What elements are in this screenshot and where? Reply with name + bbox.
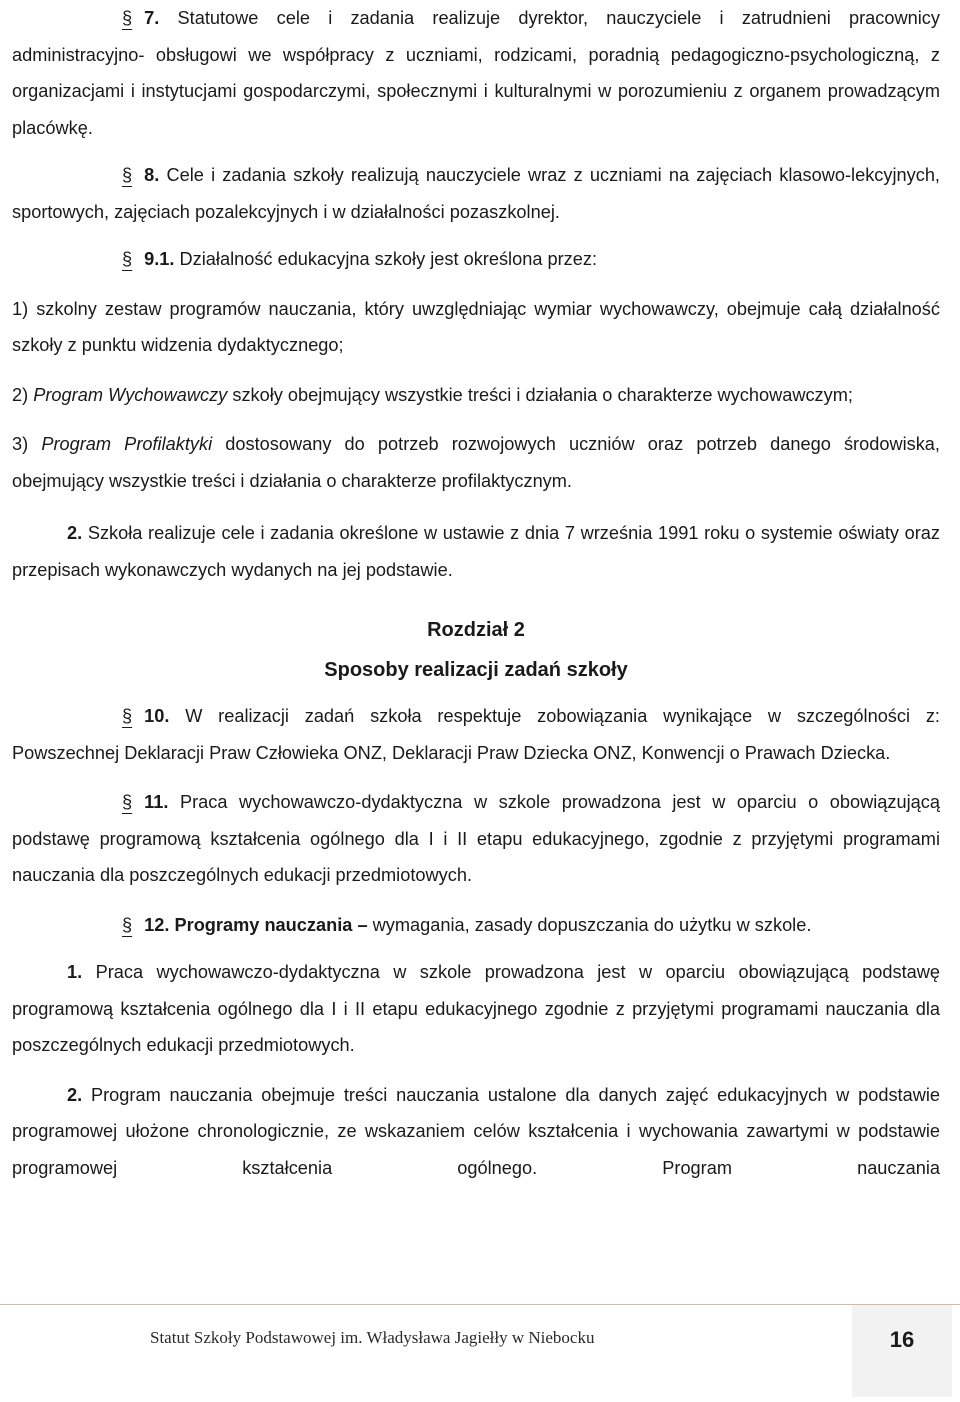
paragraph-number: 8.	[144, 165, 160, 185]
list-item	[12, 291, 940, 364]
program-name: Program Profilaktyki	[41, 434, 213, 454]
paragraph-number: 7.	[144, 8, 160, 28]
paragraph-10	[12, 698, 940, 771]
list-prefix: 2)	[12, 384, 29, 405]
section-symbol: §	[122, 249, 133, 269]
paragraph-12-2	[12, 1077, 940, 1187]
paragraph-9	[12, 241, 940, 278]
document-page	[12, 0, 940, 1186]
paragraph-number: 1.	[67, 962, 83, 982]
section-symbol: §	[122, 8, 133, 28]
paragraph-7	[12, 0, 940, 146]
paragraph-text: Statutowe cele i zadania realizuje dyrektor, nauczyciele i zatrudnieni pracownicy administracyjno- obsługowi we współpracy z uczniami, rodzicami, poradnią pedagogiczno-psychologiczną, z organizacjami i instytucjami gospodarczymi, społecznymi i kulturalnymi w porozumieniu z organem prowadzącym placówkę.	[12, 8, 940, 138]
list-text: dostosowany do potrzeb rozwojowych uczniów oraz potrzeb danego środowiska, obejmujący wszystkie treści i działania o charakterze profilaktycznym.	[12, 434, 940, 491]
list-item	[12, 426, 940, 499]
list-text: szkoły obejmujący wszystkie treści i działania o charakterze wychowawczym;	[232, 384, 853, 405]
list-item	[12, 377, 940, 414]
chapter-number: Rozdział 2	[427, 619, 525, 641]
paragraph-number: 2.	[67, 523, 83, 543]
paragraph-text: Cele i zadania szkoły realizują nauczyciele wraz z uczniami na zajęciach klasowo-lekcyjnych, sportowych, zajęciach pozalekcyjnych i w działalności pozaszkolnej.	[12, 165, 940, 222]
page-number-box	[852, 1305, 952, 1397]
footer-divider	[0, 1304, 960, 1305]
section-symbol: §	[122, 792, 133, 812]
paragraph-number: 2.	[67, 1084, 83, 1105]
footer-title: Statut Szkoły Podstawowej im. Władysława Jagiełły w Niebocku	[150, 1328, 595, 1347]
section-symbol: §	[122, 165, 133, 185]
paragraph-title: Programy nauczania	[174, 914, 353, 935]
list-text: szkolny zestaw programów nauczania, który uwzględniając wymiar wychowawczy, obejmuje całą działalność szkoły z punktu widzenia dydaktycznego;	[12, 298, 940, 355]
paragraph-number: 12.	[144, 914, 170, 935]
paragraph-8	[12, 157, 940, 230]
paragraph-text: Praca wychowawczo-dydaktyczna w szkole prowadzona jest w oparciu obowiązującą podstawę programową kształcenia ogólnego dla I i II etapu edukacyjnego zgodnie z przyjętymi programami nauczania dla poszczególnych edukacji przedmiotowych.	[12, 962, 940, 1055]
list-prefix: 3)	[12, 434, 29, 454]
section-symbol: §	[122, 914, 133, 935]
paragraph-text: wymagania, zasady dopuszczania do użytku w szkole.	[372, 914, 812, 935]
paragraph-12-1	[12, 954, 940, 1064]
page-number: 16	[889, 1327, 915, 1352]
paragraph-text: Szkoła realizuje cele i zadania określone w ustawie z dnia 7 września 1991 roku o systemie oświaty oraz przepisach wykonawczych wydanych na jej podstawie.	[12, 523, 940, 580]
paragraph-number: 9.1.	[144, 249, 175, 269]
paragraph-12	[12, 907, 940, 944]
paragraph-number: 10.	[144, 706, 170, 726]
title-dash: –	[357, 914, 368, 935]
paragraph-11	[12, 784, 940, 894]
program-name: Program Wychowawczy	[33, 384, 228, 405]
section-symbol: §	[122, 706, 133, 726]
paragraph-text: W realizacji zadań szkoła respektuje zobowiązania wynikające w szczególności z: Powszechnej Deklaracji Praw Człowieka ONZ, Deklaracji Praw Dziecka ONZ, Konwencji o Prawach Dziecka.	[12, 706, 940, 763]
paragraph-text: Program nauczania obejmuje treści nauczania ustalone dla danych zajęć edukacyjnych w podstawie programowej ułożone chronologicznie, ze wskazaniem celów kształcenia i wychowania zawartymi w podstawie programowej kształcenia ogólnego. Program nauczania	[12, 1084, 940, 1178]
paragraph-text: Działalność edukacyjna szkoły jest określona przez:	[179, 249, 598, 269]
chapter-title: Sposoby realizacji zadań szkoły	[324, 659, 628, 681]
paragraph-9-2	[12, 515, 940, 588]
list-prefix: 1)	[12, 298, 29, 319]
paragraph-number: 11.	[144, 792, 169, 812]
paragraph-text: Praca wychowawczo-dydaktyczna w szkole prowadzona jest w oparciu o obowiązującą podstawę programową kształcenia ogólnego dla I i II etapu edukacyjnego, zgodnie z przyjętymi programami nauczania dla poszczególnych edukacji przedmiotowych.	[12, 792, 940, 885]
